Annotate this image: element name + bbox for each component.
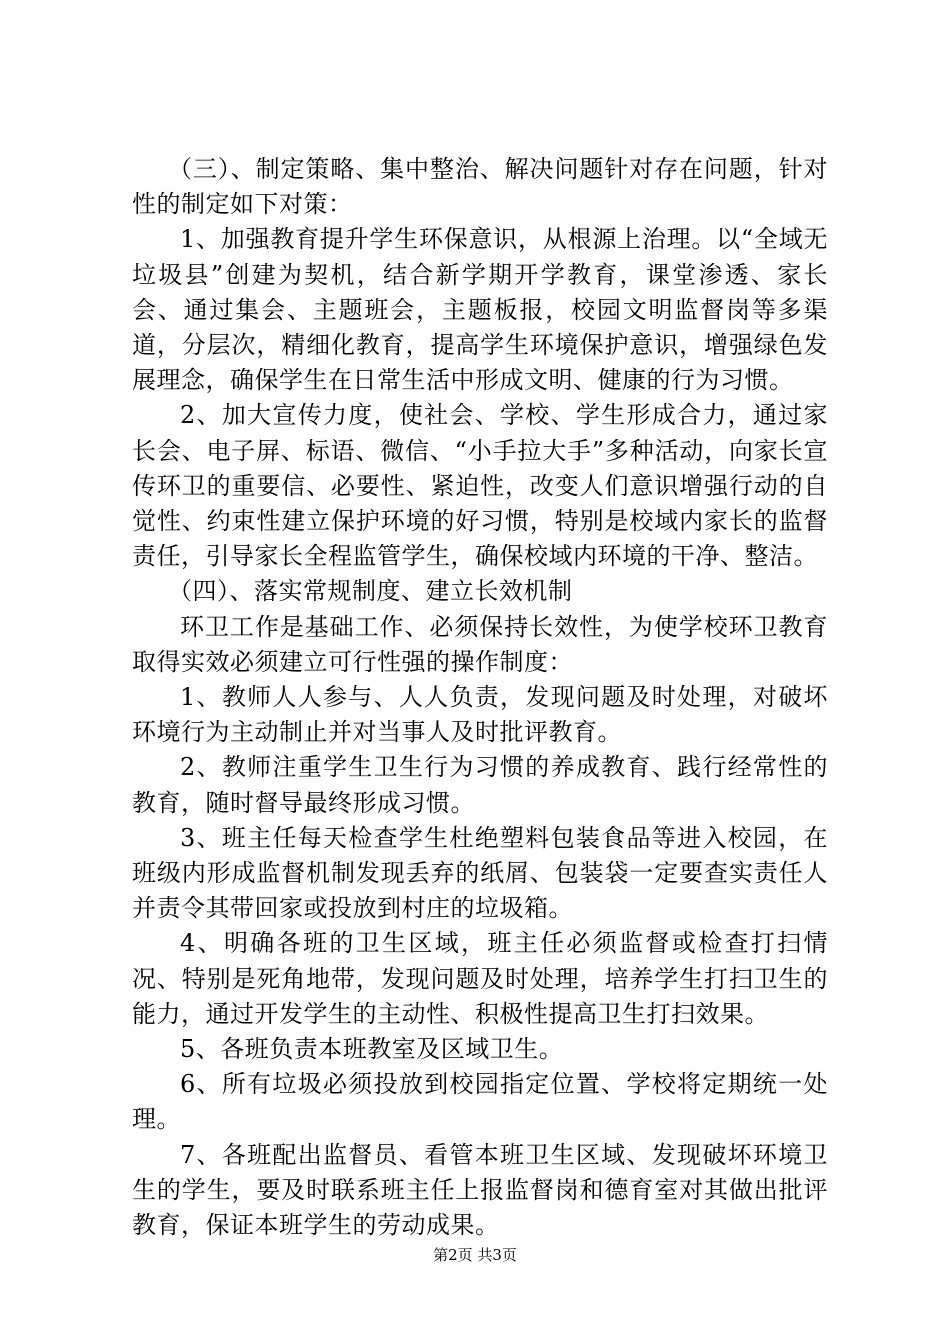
paragraph-rule-2: 2、教师注重学生卫生行为习惯的养成教育、践行经常性的教育，随时督导最终形成习惯。 [132,753,828,817]
section-heading-3: （三）、制定策略、集中整治、解决问题针对存在问题，针对性的制定如下对策： [132,155,828,219]
document-body [132,152,828,1243]
paragraph-rule-1: 1、教师人人参与、人人负责，发现问题及时处理，对破坏环境行为主动制止并对当事人及时批评教育。 [132,683,828,747]
paragraph-measure-1: 1、加强教育提升学生环保意识，从根源上治理。以“全域无垃圾县”创建为契机，结合新学期开学教育，课堂渗透、家长会、通过集会、主题班会，主题板报，校园文明监督岗等多渠道，分层次，精细化教育，提高学生环境保护意识，增强绿色发展理念，确保学生在日常生活中形成文明、健康的行为习惯。 [132,225,828,395]
page-number-footer: 第2页 共3页 [433,1246,517,1264]
paragraph-rule-3: 3、班主任每天检查学生杜绝塑料包装食品等进入校园，在班级内形成监督机制发现丢弃的纸屑、包装袋一定要查实责任人并责令其带回家或投放到村庄的垃圾箱。 [132,823,828,923]
paragraph-rule-6: 6、所有垃圾必须投放到校园指定位置、学校将定期统一处理。 [132,1070,828,1134]
paragraph-rule-5: 5、各班负责本班教室及区域卫生。 [180,1035,564,1064]
section-heading-4: （四）、落实常规制度、建立长效机制 [168,577,573,606]
paragraph-rule-4: 4、明确各班的卫生区域，班主任必须监督或检查打扫情况、特别是死角地带，发现问题及时处理，培养学生打扫卫生的能力，通过开发学生的主动性、积极性提高卫生打扫效果。 [132,929,828,1028]
paragraph-measure-2: 2、加大宣传力度，使社会、学校、学生形成合力，通过家长会、电子屏、标语、微信、“小手拉大手”多种活动，向家长宣传环卫的重要信、必要性、紧迫性，改变人们意识增强行动的自觉性、约束性建立保护环境的好习惯，特别是校域内家长的监督责任，引导家长全程监管学生，确保校域内环境的干净、整洁。 [132,401,828,571]
paragraph-intro: 环卫工作是基础工作、必须保持长效性，为使学校环卫教育取得实效必须建立可行性强的操作制度： [132,612,828,676]
paragraph-rule-7: 7、各班配出监督员、看管本班卫生区域、发现破坏环境卫生的学生，要及时联系班主任上报监督岗和德育室对其做出批评教育，保证本班学生的劳动成果。 [132,1140,828,1240]
